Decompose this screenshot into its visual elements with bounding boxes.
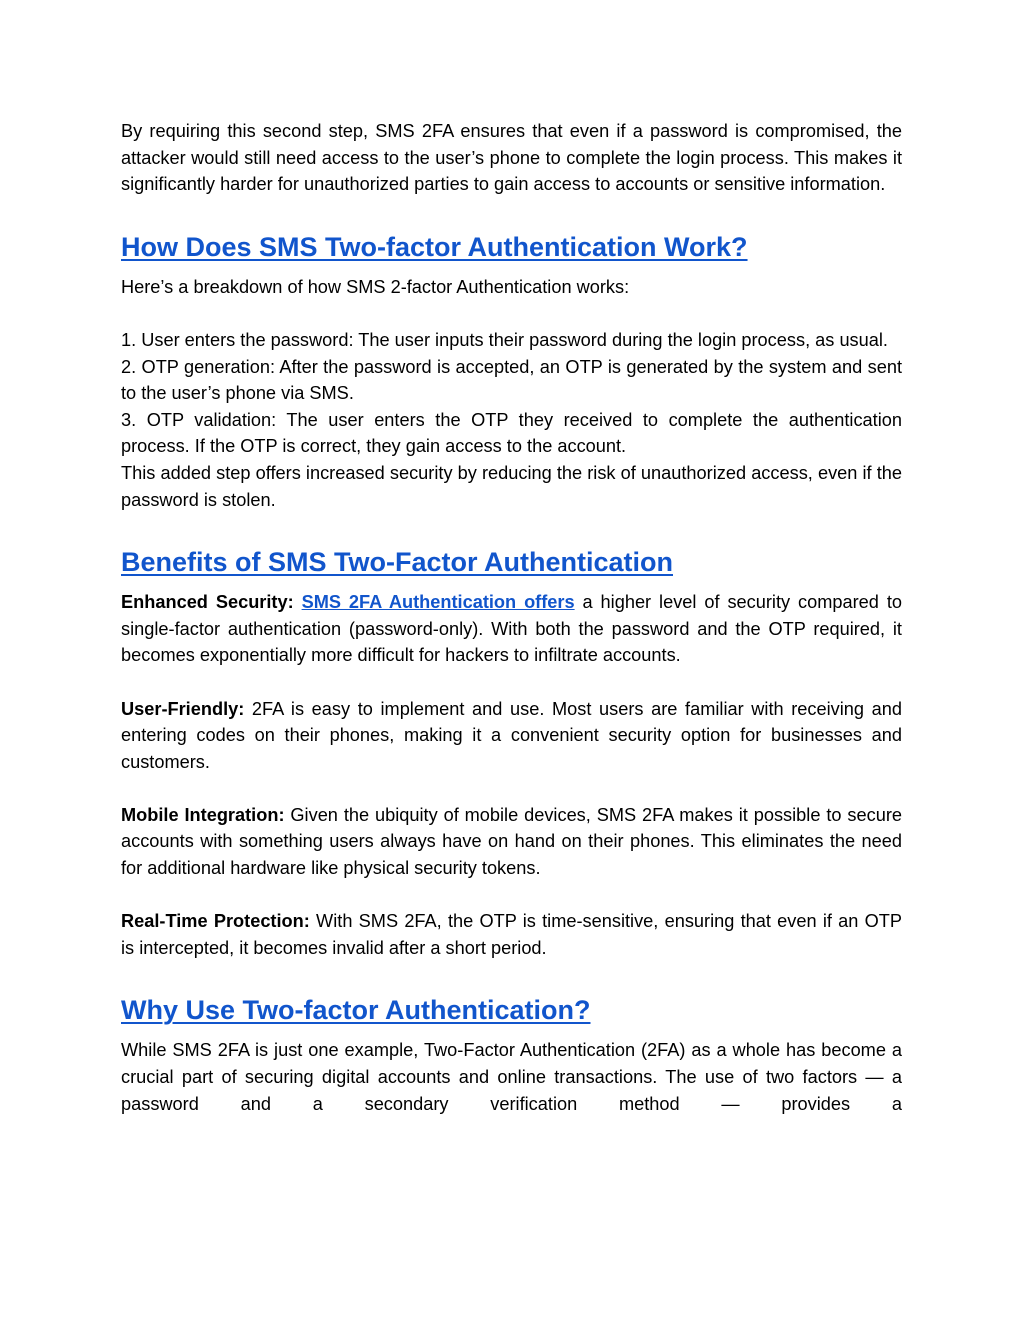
benefit-enhanced-security [121, 589, 902, 669]
benefit-text: Given the ubiquity of mobile devices, SMS 2FA makes it possible to secure accounts with something users always have on hand on their phones. This eliminates the need for additional hardware like physical security tokens. [121, 804, 902, 879]
heading-benefits-link[interactable]: Benefits of SMS Two-Factor Authentication [121, 547, 673, 578]
heading-how-it-works-link[interactable]: How Does SMS Two-factor Authentication Work? [121, 231, 748, 262]
step-1: 1. User enters the password: The user inputs their password during the login process, as usual. [121, 329, 888, 350]
benefit-user-friendly [121, 696, 902, 776]
why-use-paragraph: While SMS 2FA is just one example, Two-Factor Authentication (2FA) as a whole has become a crucial part of securing digital accounts and online transactions. The use of two factors — a password and a secondary verification method — provides a [121, 1040, 902, 1114]
heading-why-use-link[interactable]: Why Use Two-factor Authentication? [121, 995, 591, 1026]
document-page [121, 118, 902, 1117]
step-2: 2. OTP generation: After the password is accepted, an OTP is generated by the system and sent to the user’s phone via SMS. [121, 356, 902, 404]
benefit-mobile-integration [121, 802, 902, 882]
heading-how-it-works[interactable] [121, 230, 902, 264]
step-3: 3. OTP validation: The user enters the OTP they received to complete the authentication process. If the OTP is correct, they gain access to the account. [121, 409, 902, 457]
benefit-real-time-protection [121, 908, 902, 961]
sms-2fa-authentication-link[interactable]: SMS 2FA Authentication offers [301, 592, 575, 613]
heading-benefits[interactable] [121, 545, 902, 579]
benefit-text: a higher level of security compared to single-factor authentication (password-only). With both the password and the OTP required, it becomes exponentially more difficult for hackers to infiltrate accounts. [121, 592, 902, 666]
benefit-text: With SMS 2FA, the OTP is time-sensitive, ensuring that even if an OTP is intercepted, it becomes invalid after a short period. [121, 911, 903, 958]
heading-why-use[interactable] [121, 993, 902, 1027]
benefit-text: 2FA is easy to implement and use. Most users are familiar with receiving and entering codes on their phones, making it a convenient security option for businesses and customers. [121, 698, 902, 772]
intro-paragraph: By requiring this second step, SMS 2FA ensures that even if a password is compromised, the attacker would still need access to the user’s phone to complete the login process. This makes it significantly harder for unauthorized parties to gain access to accounts or sensitive information. [121, 121, 902, 195]
how-it-works-intro: Here’s a breakdown of how SMS 2-factor Authentication works: [121, 276, 630, 297]
benefit-label: Real-Time Protection: [121, 911, 310, 932]
benefit-label: Mobile Integration: [121, 804, 285, 825]
benefit-label: Enhanced Security: [121, 592, 294, 613]
benefit-label: User-Friendly: [121, 698, 245, 719]
how-it-works-closing: This added step offers increased security by reducing the risk of unauthorized access, even if the password is stolen. [121, 462, 902, 510]
